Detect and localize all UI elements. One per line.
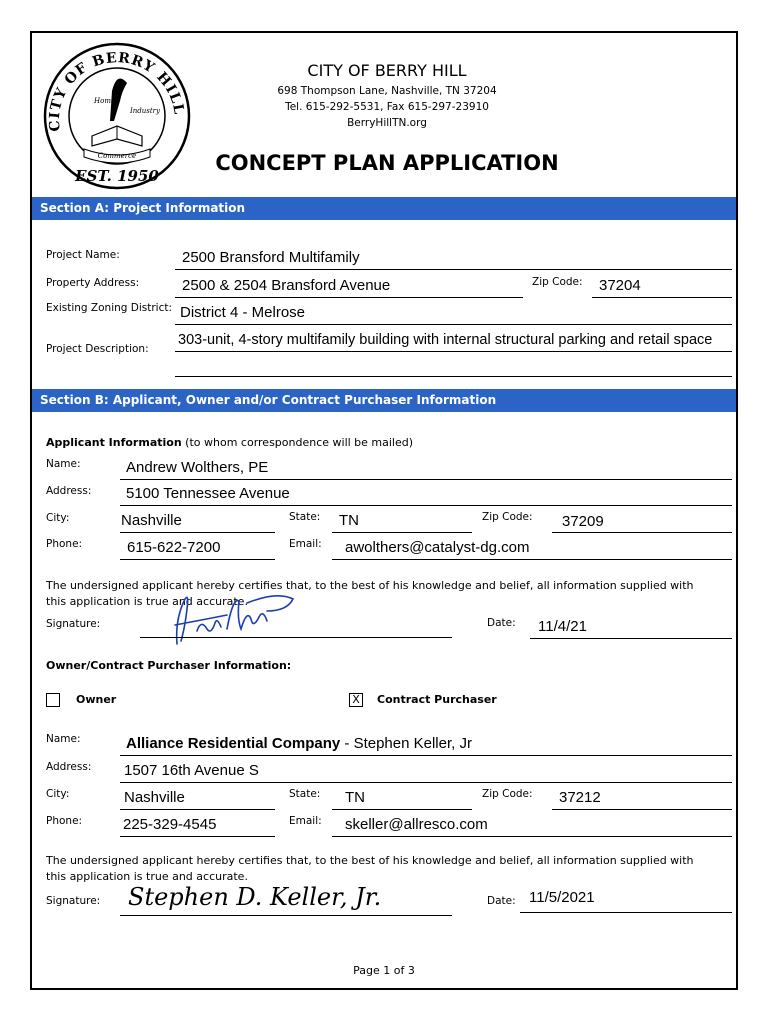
- applicant-address-line: [120, 505, 732, 506]
- project-name-label: Project Name:: [46, 249, 120, 261]
- owner-address-line: [120, 782, 732, 783]
- applicant-name-label: Name:: [46, 458, 81, 470]
- contract-purchaser-checkbox[interactable]: X: [349, 693, 363, 707]
- owner-signature-label: Signature:: [46, 895, 101, 907]
- property-address-line: [175, 297, 523, 298]
- applicant-certification-line-1: The undersigned applicant hereby certifies that, to the best of his knowledge and belief, all information supplied with: [46, 579, 694, 592]
- owner-email-label: Email:: [289, 815, 322, 827]
- owner-state-line: [332, 809, 472, 810]
- zoning-value[interactable]: District 4 - Melrose: [180, 304, 306, 321]
- owner-city-line: [120, 809, 275, 810]
- applicant-state-line: [332, 532, 472, 533]
- owner-checkbox-label: Owner: [76, 693, 117, 706]
- owner-state-value[interactable]: TN: [345, 789, 365, 806]
- applicant-signature-image[interactable]: [167, 589, 297, 649]
- applicant-heading-note: (to whom correspondence will be mailed): [181, 436, 414, 449]
- owner-signature[interactable]: Stephen D. Keller, Jr.: [128, 883, 382, 911]
- applicant-email-line: [332, 559, 732, 560]
- owner-heading: Owner/Contract Purchaser Information:: [46, 659, 292, 672]
- owner-zip-value[interactable]: 37212: [559, 789, 601, 806]
- owner-certification-line-1: The undersigned applicant hereby certifies that, to the best of his knowledge and belief, all information supplied with: [46, 854, 694, 867]
- applicant-certification: [46, 578, 726, 610]
- owner-phone-label: Phone:: [46, 815, 83, 827]
- applicant-zip-label: Zip Code:: [482, 511, 533, 523]
- applicant-email-value[interactable]: awolthers@catalyst-dg.com: [345, 539, 530, 556]
- city-website: BerryHillTN.org: [347, 117, 427, 129]
- owner-date-value[interactable]: 11/5/2021: [529, 889, 595, 906]
- applicant-zip-line: [552, 532, 732, 533]
- applicant-state-label: State:: [289, 511, 321, 523]
- city-phones: Tel. 615-292-5531, Fax 615-297-23910: [285, 101, 489, 113]
- page-number: Page 1 of 3: [353, 964, 415, 977]
- application-page: [30, 31, 738, 990]
- applicant-address-label: Address:: [46, 485, 92, 497]
- property-address-value[interactable]: 2500 & 2504 Bransford Avenue: [182, 277, 391, 294]
- applicant-address-value[interactable]: 5100 Tennessee Avenue: [126, 485, 290, 502]
- owner-name-label: Name:: [46, 733, 81, 745]
- applicant-state-value[interactable]: TN: [339, 512, 359, 529]
- owner-city-label: City:: [46, 788, 70, 800]
- owner-phone-line: [120, 836, 275, 837]
- owner-zip-line: [552, 809, 732, 810]
- owner-phone-value[interactable]: 225-329-4545: [123, 816, 217, 833]
- svg-text:Home: Home: [94, 97, 116, 105]
- project-name-line: [175, 269, 732, 270]
- applicant-name-line: [120, 479, 732, 480]
- zoning-label: Existing Zoning District:: [46, 302, 173, 314]
- owner-date-line: [520, 912, 732, 913]
- applicant-heading: [46, 436, 413, 449]
- svg-text:EST. 1950: EST. 1950: [75, 167, 159, 185]
- project-name-value[interactable]: 2500 Bransford Multifamily: [182, 249, 360, 266]
- owner-name-line: [120, 755, 732, 756]
- owner-certification: [46, 853, 726, 885]
- zip-label: Zip Code:: [532, 276, 583, 288]
- zip-value[interactable]: 37204: [599, 277, 641, 294]
- svg-text:Industry: Industry: [130, 107, 160, 115]
- owner-signature-line: [120, 915, 452, 916]
- description-line-2: [175, 376, 732, 377]
- applicant-phone-label: Phone:: [46, 538, 83, 550]
- section-b-heading: Section B: Applicant, Owner and/or Contract Purchaser Information: [32, 389, 736, 412]
- applicant-name-value[interactable]: Andrew Wolthers, PE: [126, 459, 269, 476]
- city-seal-logo: [42, 41, 192, 191]
- owner-date-label: Date:: [487, 895, 516, 907]
- owner-city-value[interactable]: Nashville: [124, 789, 185, 806]
- project-description-label: Project Description:: [46, 343, 149, 355]
- owner-email-value[interactable]: skeller@allresco.com: [345, 816, 488, 833]
- applicant-signature-line: [140, 637, 452, 638]
- section-a-heading: Section A: Project Information: [32, 197, 736, 220]
- owner-checkbox[interactable]: [46, 693, 60, 707]
- owner-email-line: [332, 836, 732, 837]
- city-name: CITY OF BERRY HILL: [307, 61, 467, 80]
- applicant-city-line: [120, 532, 275, 533]
- svg-text:Commerce: Commerce: [97, 152, 137, 160]
- zoning-line: [175, 324, 732, 325]
- city-address: 698 Thompson Lane, Nashville, TN 37204: [277, 85, 497, 97]
- svg-text:CITY OF BERRY HILL: CITY OF BERRY HILL: [46, 50, 187, 133]
- applicant-city-label: City:: [46, 512, 70, 524]
- applicant-certification-line-2: this application is true and accurate.: [46, 595, 248, 608]
- owner-contact-name: - Stephen Keller, Jr: [340, 735, 472, 752]
- property-address-label: Property Address:: [46, 277, 140, 289]
- owner-name-value[interactable]: [126, 735, 472, 752]
- owner-company-name: Alliance Residential Company: [126, 735, 341, 752]
- applicant-date-value[interactable]: 11/4/21: [538, 618, 587, 635]
- owner-state-label: State:: [289, 788, 321, 800]
- applicant-date-line: [530, 638, 732, 639]
- form-title: CONCEPT PLAN APPLICATION: [215, 151, 559, 175]
- applicant-zip-value[interactable]: 37209: [562, 513, 604, 530]
- applicant-date-label: Date:: [487, 617, 516, 629]
- applicant-signature-label: Signature:: [46, 618, 101, 630]
- applicant-phone-value[interactable]: 615-622-7200: [127, 539, 221, 556]
- applicant-city-value[interactable]: Nashville: [121, 512, 182, 529]
- zip-line: [592, 297, 732, 298]
- owner-address-value[interactable]: 1507 16th Avenue S: [124, 762, 259, 779]
- applicant-email-label: Email:: [289, 538, 322, 550]
- owner-zip-label: Zip Code:: [482, 788, 533, 800]
- applicant-heading-title: Applicant Information: [46, 436, 182, 449]
- description-line-1: [175, 351, 732, 352]
- contract-purchaser-label: Contract Purchaser: [377, 693, 497, 706]
- project-description-value[interactable]: 303-unit, 4-story multifamily building with internal structural parking and retail space: [178, 332, 713, 348]
- applicant-phone-line: [120, 559, 275, 560]
- owner-certification-line-2: this application is true and accurate.: [46, 870, 248, 883]
- owner-address-label: Address:: [46, 761, 92, 773]
